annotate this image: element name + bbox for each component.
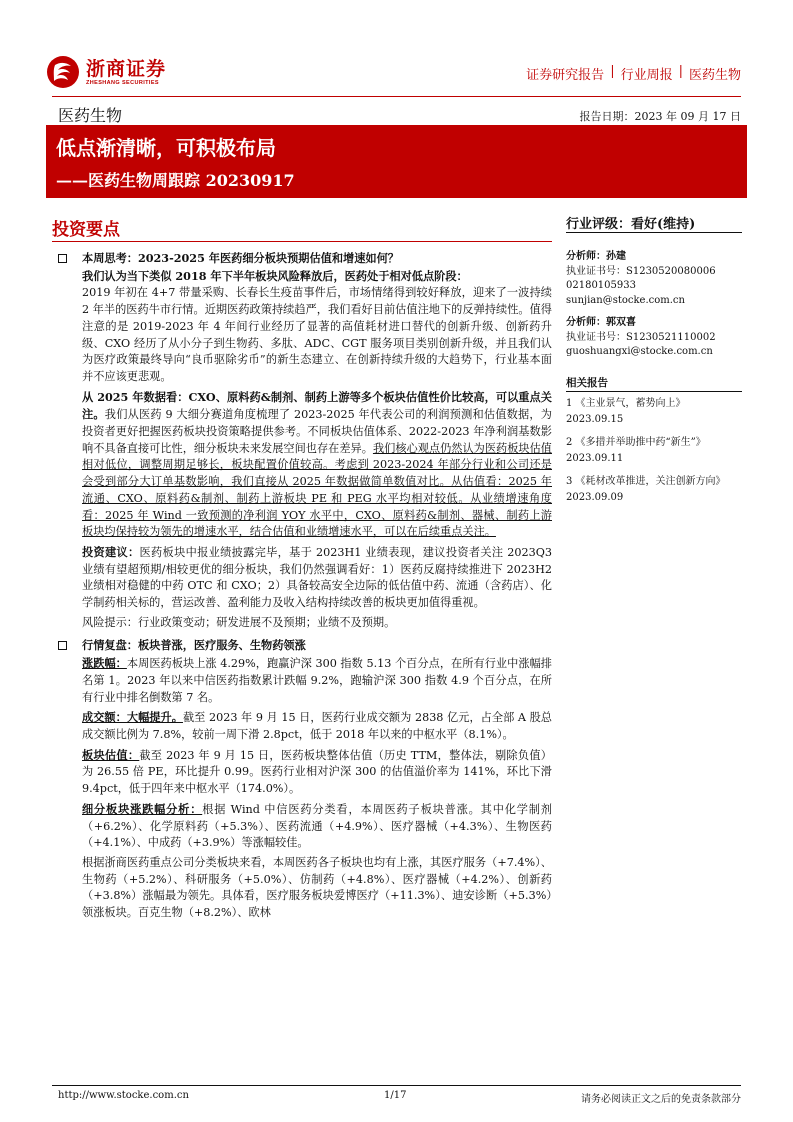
paragraph: 板块估值：截至 2023 年 9 月 15 日，医药板块整体估值（历史 TTM，整体法，剔除负值）为 26.55 倍 PE，环比提升 0.99。医药行业相对沪深 300 的估值溢价率为 141%，环比下滑 9.4pct，低于四年来中枢水平（174.0%）。: [82, 747, 552, 796]
risk-note: 风险提示：行业政策变动；研发进展不及预期；业绩不及预期。: [82, 615, 396, 629]
related-report-item[interactable]: 2 《多措并举助推中药“新生”》 2023.09.11: [566, 437, 706, 464]
related-reports-list: [566, 396, 738, 513]
report-category: [526, 64, 741, 83]
separator: |: [610, 64, 615, 79]
section-divider: [52, 241, 552, 242]
related-divider: [566, 391, 742, 392]
logo-name-en: ZHESHANG SECURITIES: [86, 80, 159, 86]
report-type: 证券研究报告: [526, 68, 605, 83]
related-report-item[interactable]: 3 《耗材改革推进，关注创新方向》 2023.09.09: [566, 476, 726, 503]
report-industry: 医药生物: [688, 68, 741, 83]
paragraph: 成交额：大幅提升。截至 2023 年 9 月 15 日，医药行业成交额为 2838 亿元，占全部 A 股总成交额比例为 7.8%，较前一周下滑 2.8pct，低于 2018 年以来的中枢水平（8.1%）。: [82, 710, 552, 741]
section-heading: 投资要点: [52, 220, 120, 240]
paragraph: 涨跌幅：本周医药板块上涨 4.29%，跑赢沪深 300 指数 5.13 个百分点，在所有行业中涨幅排名第 1。2023 年以来中信医药指数累计跌幅 9.2%，跑输沪深 300 指数 4.9 个百分点，在所有行业中排名倒数第 7 名。: [82, 656, 552, 704]
checkbox-bullet-icon: [58, 254, 67, 263]
analyst-email[interactable]: guoshuangxi@stocke.com.cn: [566, 346, 713, 357]
bullet-heading: 行情复盘：板块普涨，医疗服务、生物药领涨: [82, 638, 306, 653]
analyst-sun-jian: 分析师：孙建 执业证书号：S1230520080006 02180105933 sunjian@stocke.com.cn: [566, 250, 716, 308]
paragraph: 投资建议：医药板块中报业绩披露完毕，基于 2023H1 业绩表现，建议投资者关注 2023Q3 业绩有望超预期/相较更优的细分板块，我们仍然强调看好：1）医药反腐持续推进下 2023H2 业绩相对稳健的中药 OTC 和 CXO；2）具备较高安全边际的低估值中药、流通（含药店）、化学制药相关标的，营运改善、盈利能力及收入结构持续改善的板块更加值得重视。: [82, 544, 552, 610]
checkbox-bullet-icon: [58, 641, 67, 650]
footer-url[interactable]: http://www.stocke.com.cn: [58, 1090, 189, 1101]
bullet-heading: 本周思考：2023-2025 年医药细分板块预期估值和增速如何？: [82, 251, 399, 265]
zheshang-logo-icon: [46, 55, 80, 89]
related-report-item[interactable]: 1 《主业景气，蓄势向上》 2023.09.15: [566, 398, 686, 425]
industry-rating: 行业评级：看好(维持): [566, 217, 696, 232]
paragraph: 从 2025 年数据看：CXO、原料药&制剂、制药上游等多个板块估值性价比较高，可以重点关注。我们从医药 9 大细分赛道角度梳理了 2023-2025 年代表公司的利润预测和估值数据，为投资者更好把握医药板块投资策略提供参考。不同板块估值体系、2022-2023 年净利润基数影响不具备直接可比性，细分板块未来发展空间也存在差异。我们核心观点仍然认为医药板块估值相对低位，调整周期足够长，板块配置价值较高。考虑到 2023-2024 年部分行业和公司还是会受到部分大订单基数影响，我们直接从 2025 年数据做简单数值对比。从估值看：2025 年流通、CXO、原料药&制剂、制药上游板块 PE 和 PEG 水平均相对较低。从业绩增速角度看：2025 年 Wind 一致预测的净利润 YOY 水平中，CXO、原料药&制剂、器械、制药上游板块均保持较为领先的增速水平，结合估值和业绩增速水平，可以在后续重点关注。: [82, 389, 552, 539]
logo-name: 浙商证券: [86, 58, 167, 80]
sector-label: 医药生物: [58, 106, 123, 125]
page-number: 1/17: [384, 1090, 407, 1101]
analyst-guo-shuangxi: 分析师：郭双喜 执业证书号：S1230521110002 guoshuangxi@stocke.com.cn: [566, 316, 716, 360]
related-reports-heading: 相关报告: [566, 377, 608, 389]
main-content: [58, 250, 552, 922]
report-title: 低点渐清晰，可积极布局: [56, 136, 276, 160]
title-banner: [46, 125, 747, 198]
report-kind: 行业周报: [620, 68, 673, 83]
rating-divider: [566, 232, 742, 233]
footer-divider: [52, 1085, 741, 1086]
bullet-weekly-thinking: [58, 250, 552, 268]
header-divider: [52, 96, 741, 97]
report-subtitle: ——医药生物周跟踪 20230917: [56, 171, 295, 190]
separator: |: [678, 64, 683, 79]
bullet-market-review: [58, 637, 552, 655]
paragraph: 根据浙商医药重点公司分类板块来看，本周医药各子板块也均有上涨，其医疗服务（+7.4%）、生物药（+5.2%）、科研服务（+5.0%）、仿制药（+4.8%）、医疗器械（+4.2%）、创新药（+3.8%）涨幅最为领先。具体看，医疗服务板块爱博医疗（+11.3%）、迪安诊断（+5.3%）领涨板块。百克生物（+8.2%）、欧林: [82, 855, 552, 920]
paragraph: 细分板块涨跌幅分析：根据 Wind 中信医药分类看，本周医药子板块普涨。其中化学制剂（+6.2%）、化学原料药（+5.3%）、医药流通（+4.9%）、医疗器械（+4.3%）、生物医药（+4.1%）、中成药（+3.9%）等涨幅较佳。: [82, 801, 552, 850]
paragraph: 我们认为当下类似 2018 年下半年板块风险释放后，医药处于相对低点阶段： 2019 年初在 4+7 带量采购、长春长生疫苗事件后，市场情绪得到较好释放，迎来了一波持续 2 年半的医药牛市行情。近期医药政策持续趋严，我们看好目前估值注地下的反弹持续性。值得注意的是 2019-2023 年 4 年间行业经历了显著的高值耗材进口替代的创新升级、创新药升级、CXO 经历了从小分子到生物药、多肽、ADC、CGT 服务项目类别创新升级，并且我们认为医疗政策最终导向“良币驱除劣币”的新生态建立、在创新持续升级的大趋势下，行业基本面并不应该更悲观。: [82, 268, 552, 383]
analyst-email[interactable]: sunjian@stocke.com.cn: [566, 294, 685, 306]
report-date: 报告日期：2023 年 09 月 17 日: [579, 110, 741, 123]
company-logo: [46, 55, 166, 89]
footer-disclaimer: 请务必阅读正文之后的免责条款部分: [581, 1094, 741, 1105]
